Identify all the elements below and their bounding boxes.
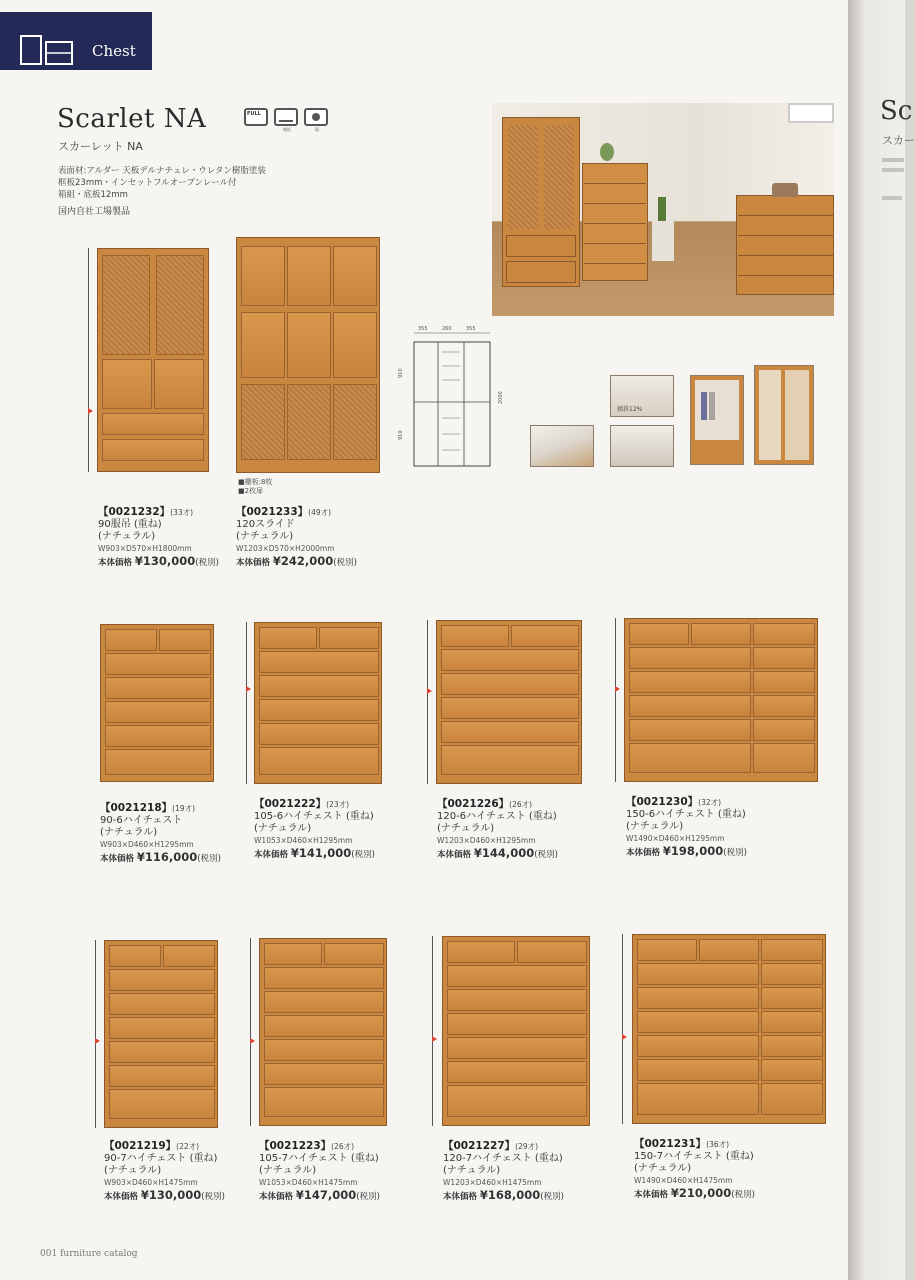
page-number: 001	[40, 1249, 58, 1259]
series-subtitle: スカーレット NA	[58, 140, 143, 153]
next-page-edge	[864, 0, 915, 1280]
product-info: 【0021218】(19才) 90-6ハイチェスト (ナチュラル) W903×D460×H1295mm 本体価格 ¥116,000(税別)	[100, 802, 221, 864]
dimension-diagram	[392, 322, 504, 472]
room-photo	[492, 103, 834, 316]
chest-icon	[20, 32, 74, 66]
detail-photo-slope: 傾斜12%	[610, 375, 674, 417]
next-page-text-line	[882, 168, 904, 172]
dim-right: 2000	[498, 391, 504, 404]
dim-left-bottom: 910	[398, 430, 404, 440]
product-info: 【0021226】(26才) 120-6ハイチェスト (重ね) (ナチュラル) W1203×D460×H1295mm 本体価格 ¥144,000(税別)	[437, 798, 558, 860]
height-guide	[95, 940, 96, 1128]
product-image-0021232	[97, 248, 209, 472]
next-page-title: Sc	[880, 96, 913, 126]
spec-line: 框板23mm・インセットフルオープンレール付	[58, 178, 237, 188]
dimension-marker	[432, 1036, 437, 1042]
product-info: 【0021222】(23才) 105-6ハイチェスト (重ね) (ナチュラル) W1053×D460×H1295mm 本体価格 ¥141,000(税別)	[254, 798, 375, 860]
product-info: 【0021223】(26才) 105-7ハイチェスト (重ね) (ナチュラル) W1053×D460×H1475mm 本体価格 ¥147,000(税別)	[259, 1140, 380, 1202]
spec-line: 表面材:アルダー 天板デルナチュレ・ウレタン樹脂塗装	[58, 166, 266, 176]
product-image-0021226	[436, 620, 582, 784]
product-image-0021233	[236, 237, 380, 473]
dimension-marker	[250, 1038, 255, 1044]
product-image-0021219	[104, 940, 218, 1128]
shelf-icon: 棚板	[274, 108, 300, 138]
dimension-marker	[95, 1038, 100, 1044]
product-info: 【0021230】(32才) 150-6ハイチェスト (重ね) (ナチュラル) W1490×D460×H1295mm 本体価格 ¥198,000(税別)	[626, 796, 747, 858]
product-info: 【0021233】(49才) 120スライド (ナチュラル) W1203×D570×H2000mm 本体価格 ¥242,000(税別)	[236, 506, 357, 568]
product-info: 【0021232】(33才) 90服吊 (重ね) (ナチュラル) W903×D570×H1800mm 本体価格 ¥130,000(税別)	[98, 506, 219, 568]
product-image-0021231	[632, 934, 826, 1124]
interior-photo-slide	[754, 365, 814, 465]
mirror-icon: 鏡	[304, 108, 330, 138]
next-page-text-line	[882, 196, 902, 200]
dimension-marker	[622, 1034, 627, 1040]
category-tab	[0, 12, 152, 70]
product-image-0021223	[259, 938, 387, 1126]
dim-top-left: 355	[418, 326, 428, 332]
height-guide	[622, 934, 623, 1124]
dim-left-top: 910	[398, 368, 404, 378]
full-open-rail-icon: FULL	[244, 108, 270, 138]
product-image-0021218	[100, 624, 214, 782]
height-guide	[250, 938, 251, 1126]
interior-photo-wardrobe	[690, 375, 744, 465]
product-info: 【0021231】(36才) 150-7ハイチェスト (重ね) (ナチュラル) W1490×D460×H1475mm 本体価格 ¥210,000(税別)	[634, 1138, 755, 1200]
dimension-marker	[427, 688, 432, 694]
dimension-marker	[88, 408, 93, 414]
series-title: Scarlet NA	[57, 104, 207, 134]
height-guide	[88, 248, 89, 472]
height-guide	[427, 620, 428, 784]
product-info: 【0021227】(29才) 120-7ハイチェスト (重ね) (ナチュラル) W1203×D460×H1475mm 本体価格 ¥168,000(税別)	[443, 1140, 564, 1202]
catalog-name: furniture catalog	[60, 1249, 138, 1259]
next-page-text-line	[882, 158, 904, 162]
spec-note: ■棚板:8枚 ■2枚扉	[238, 478, 273, 495]
detail-photo-rail	[610, 425, 674, 467]
dimension-marker	[246, 686, 251, 692]
next-page-subtitle: スカー	[882, 134, 915, 147]
height-guide	[432, 936, 433, 1126]
dimension-marker	[615, 686, 620, 692]
product-image-0021227	[442, 936, 590, 1126]
detail-photo-edge	[530, 425, 594, 467]
category-label: Chest	[92, 42, 136, 60]
page-footer	[40, 1249, 138, 1259]
height-guide	[615, 618, 616, 782]
product-image-0021222	[254, 622, 382, 784]
dim-top-right: 355	[466, 326, 476, 332]
product-image-0021230	[624, 618, 818, 782]
spec-line: 箱組・底板12mm	[58, 190, 128, 200]
origin-label: 国内自社工場製品	[58, 207, 131, 217]
height-guide	[246, 622, 247, 784]
product-info: 【0021219】(22才) 90-7ハイチェスト (重ね) (ナチュラル) W903×D460×H1475mm 本体価格 ¥130,000(税別)	[104, 1140, 225, 1202]
dim-top-mid: 260	[442, 326, 452, 332]
